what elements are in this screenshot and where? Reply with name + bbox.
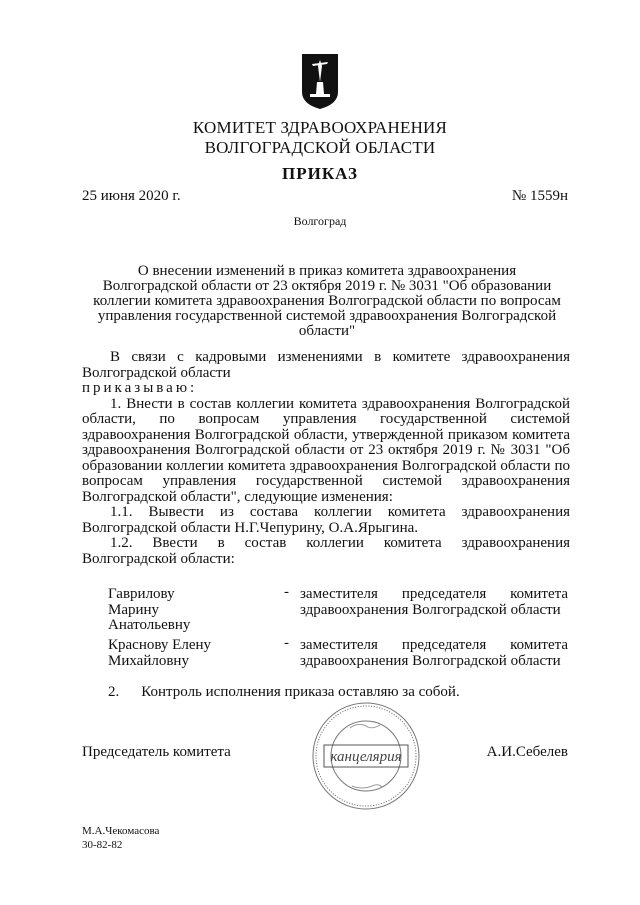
member-1-role: заместителя председателя комитета здравоохранения Волгоградской области: [300, 586, 568, 618]
document-subject: [82, 264, 572, 339]
org-name-line2: ВОЛГОГРАДСКОЙ ОБЛАСТИ: [204, 138, 436, 157]
document-date: 25 июня 2020 г.: [82, 188, 181, 204]
document-type: ПРИКАЗ: [282, 164, 358, 183]
item-1-paragraph: 1. Внести в состав коллегии комитета здравоохранения Волгоградской области, по вопросам управления государственной системой здравоохранения Волгоградской области, утвержденной приказом комитета здравоохранения Волгоградской области от 23 октября 2019 г. № 3031 "Об образовании коллегии комитета здравоохранения Волгоградской области по вопросам управления государственной системой здравоохранения Волгоградской области", следующие изменения:: [82, 395, 570, 505]
item-1-2-paragraph: 1.2. Ввести в состав коллегии комитета здравоохранения Волгоградской области:: [82, 535, 570, 567]
coat-of-arms-emblem: [300, 52, 340, 110]
executor-phone: 30-82-82: [82, 839, 123, 851]
member-name-line: Михайловну: [108, 652, 189, 669]
member-1-dash: -: [284, 584, 289, 600]
member-name-line: Гаврилову: [108, 586, 175, 602]
subject-line: области": [298, 323, 356, 339]
member-name-line: Марину: [108, 601, 160, 618]
subject-line: управления государственной системой здравоохранения Волгоградской: [97, 308, 557, 324]
subject-line: Волгоградской области от 23 октября 2019 г. № 3031 "Об образовании: [102, 278, 552, 294]
subject-line: коллегии комитета здравоохранения Волгоградской области по вопросам: [93, 293, 561, 309]
item-2-text: Контроль исполнения приказа оставляю за собой.: [141, 684, 460, 700]
signer-title: Председатель комитета: [82, 744, 231, 760]
member-2-dash: -: [284, 635, 289, 651]
member-1-name: [108, 587, 278, 634]
member-2-name: [108, 638, 278, 669]
document-body: [82, 350, 570, 567]
order-word: приказываю:: [82, 380, 198, 396]
member-name-line: Краснову Елену: [108, 637, 212, 653]
executor-name: М.А.Чекомасова: [82, 825, 160, 837]
executor-info: [82, 824, 159, 852]
document-city: Волгоград: [293, 214, 347, 228]
org-name-line1: КОМИТЕТ ЗДРАВООХРАНЕНИЯ: [192, 118, 448, 137]
office-stamp: [310, 700, 422, 812]
document-number: № 1559н: [511, 188, 568, 204]
subject-line: О внесении изменений в приказ комитета здравоохранения: [137, 263, 517, 279]
member-2-role: заместителя председателя комитета здравоохранения Волгоградской области: [300, 637, 568, 669]
signer-name: А.И.Себелев: [486, 744, 568, 760]
preamble-paragraph: В связи с кадровыми изменениями в комитете здравоохранения Волгоградской области: [82, 349, 570, 381]
stamp-text: канцелярия: [330, 749, 402, 765]
item-2-number: 2.: [108, 684, 120, 700]
item-2-paragraph: [108, 684, 482, 701]
member-name-line: Анатольевну: [108, 617, 191, 633]
item-1-1-paragraph: 1.1. Вывести из состава коллегии комитета здравоохранения Волгоградской области Н.Г.Чепурину, О.А.Ярыгина.: [82, 504, 570, 536]
